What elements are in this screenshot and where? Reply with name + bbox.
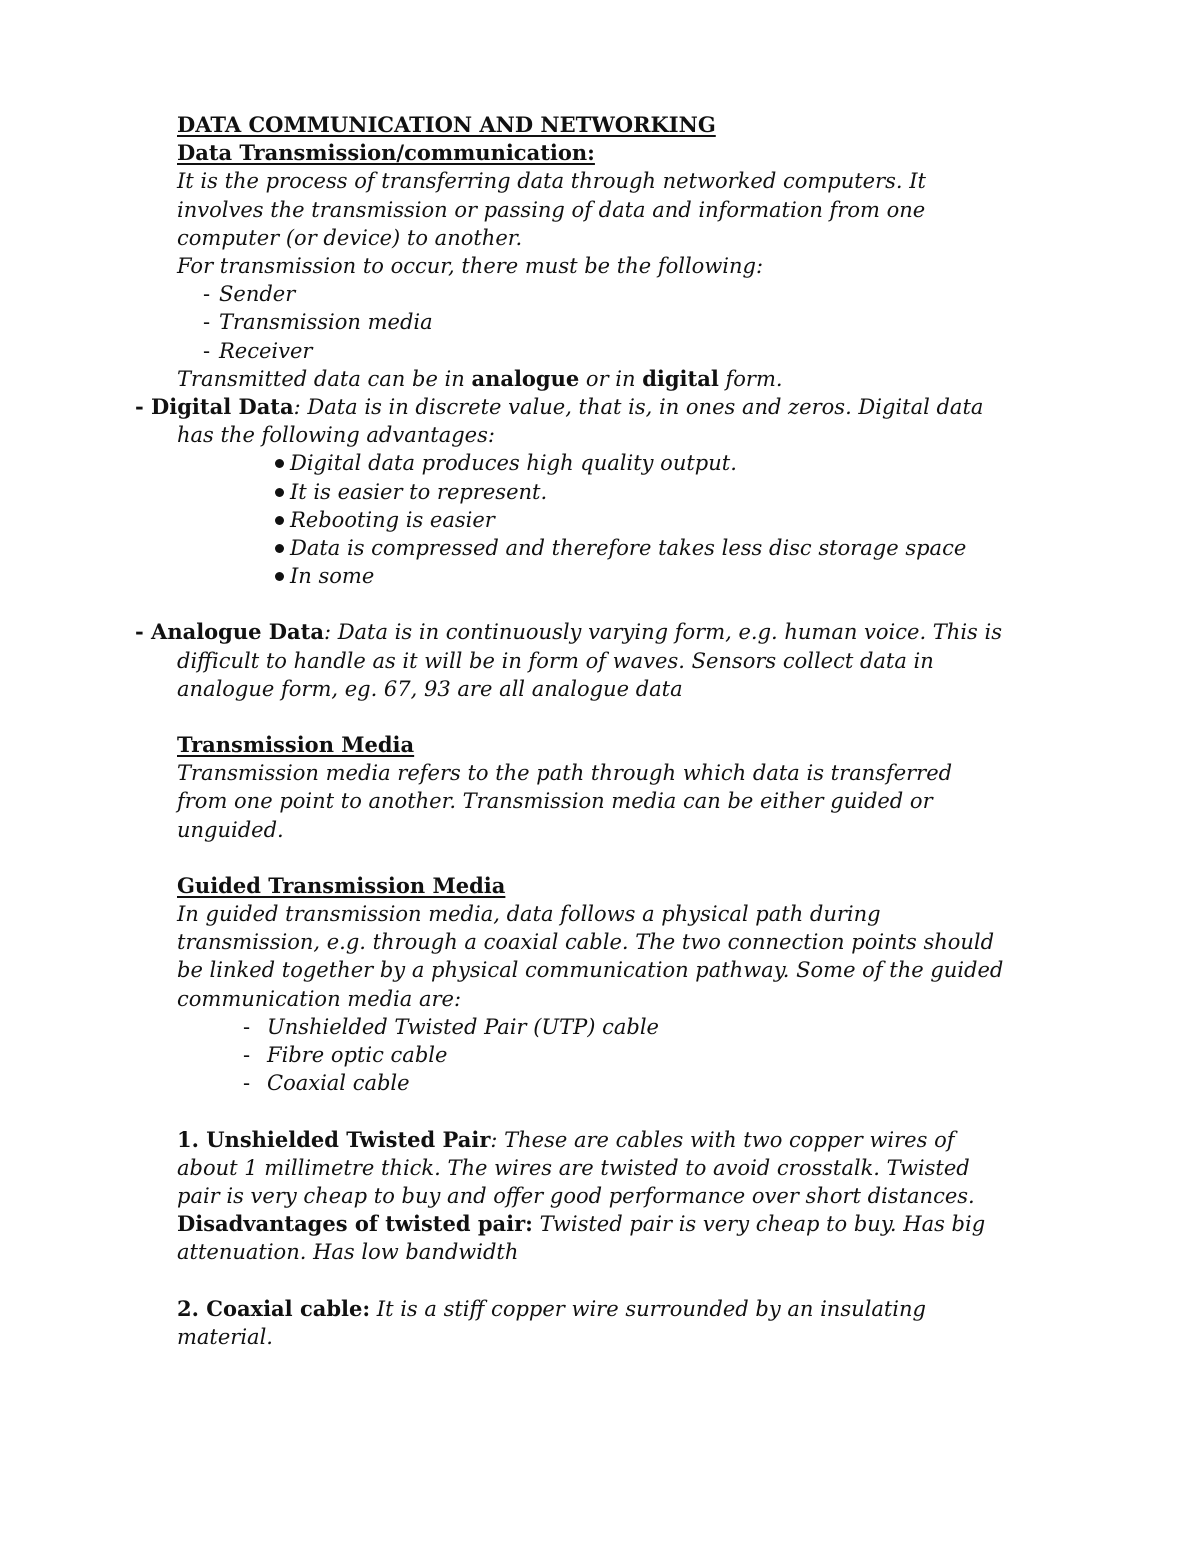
paragraph-guided-media: In guided transmission media, data follows a physical path during transmission, e.g. through a coaxial cable. The two connection points should be linked together by a physical communication pathway. Some of the guided communication media are:	[177, 902, 1004, 1011]
digital-advantages-list	[177, 449, 1007, 590]
paragraph-disadvantages: Disadvantages of twisted pair: Twisted pair is very cheap to buy. Has big attenuation. Has low bandwidth	[177, 1211, 986, 1265]
bullet-icon	[275, 572, 284, 581]
paragraph-analogue-data: - Analogue Data: Data is in continuously varying form, e.g. human voice. This is difficult to handle as it will be in form of waves. Sensors collect data in analogue form, eg. 67, 93 are all analogue data	[135, 619, 1002, 701]
section-heading-guided-media: Guided Transmission Media	[177, 872, 506, 898]
bullet-icon	[275, 544, 284, 553]
paragraph-transmission-media: Transmission media refers to the path through which data is transferred from one point to another. Transmission media can be either guided or unguided.	[177, 761, 953, 842]
document-body	[135, 111, 1007, 1351]
list-item: - Coaxial cable	[243, 1071, 410, 1096]
paragraph-requirements-lead: For transmission to occur, there must be the following:	[177, 254, 764, 279]
bullet-icon	[275, 516, 284, 525]
section-heading-data-transmission: Data Transmission/communication:	[177, 140, 595, 166]
list-item: - Receiver	[203, 338, 313, 363]
paragraph-digital-data: - Digital Data: Data is in discrete value, that is, in ones and zeros. Digital data has the following advantages:	[135, 394, 984, 448]
list-item: It is easier to represent.	[275, 478, 1007, 506]
paragraph-data-transmission: It is the process of transferring data through networked computers. It involves the transmission or passing of data and information from one computer (or device) to another.	[177, 169, 926, 250]
paragraph-utp: 1. Unshielded Twisted Pair: These are cables with two copper wires of about 1 millimetre thick. The wires are twisted to avoid crosstalk. Twisted pair is very cheap to buy and offer good performance over short distances.	[177, 1126, 975, 1208]
requirements-list	[177, 280, 1007, 365]
list-item: Digital data produces high quality output.	[275, 449, 1007, 477]
paragraph-data-forms: Transmitted data can be in analogue or in digital form.	[177, 365, 783, 391]
section-heading-transmission-media: Transmission Media	[177, 732, 415, 758]
paragraph-coaxial: 2. Coaxial cable: It is a stiff copper wire surrounded by an insulating material.	[177, 1295, 926, 1349]
list-item: - Unshielded Twisted Pair (UTP) cable	[243, 1014, 659, 1039]
guided-media-list	[177, 1013, 1007, 1098]
list-item: - Fibre optic cable	[243, 1043, 448, 1068]
document-title: DATA COMMUNICATION AND NETWORKING	[177, 112, 716, 137]
bullet-icon	[275, 488, 284, 497]
list-item: Rebooting is easier	[275, 506, 1007, 534]
list-item: In some	[275, 562, 1007, 590]
list-item: Data is compressed and therefore takes less disc storage space	[275, 534, 1007, 562]
list-item: - Transmission media	[203, 310, 433, 335]
bullet-icon	[275, 459, 284, 468]
list-item: - Sender	[203, 282, 296, 307]
